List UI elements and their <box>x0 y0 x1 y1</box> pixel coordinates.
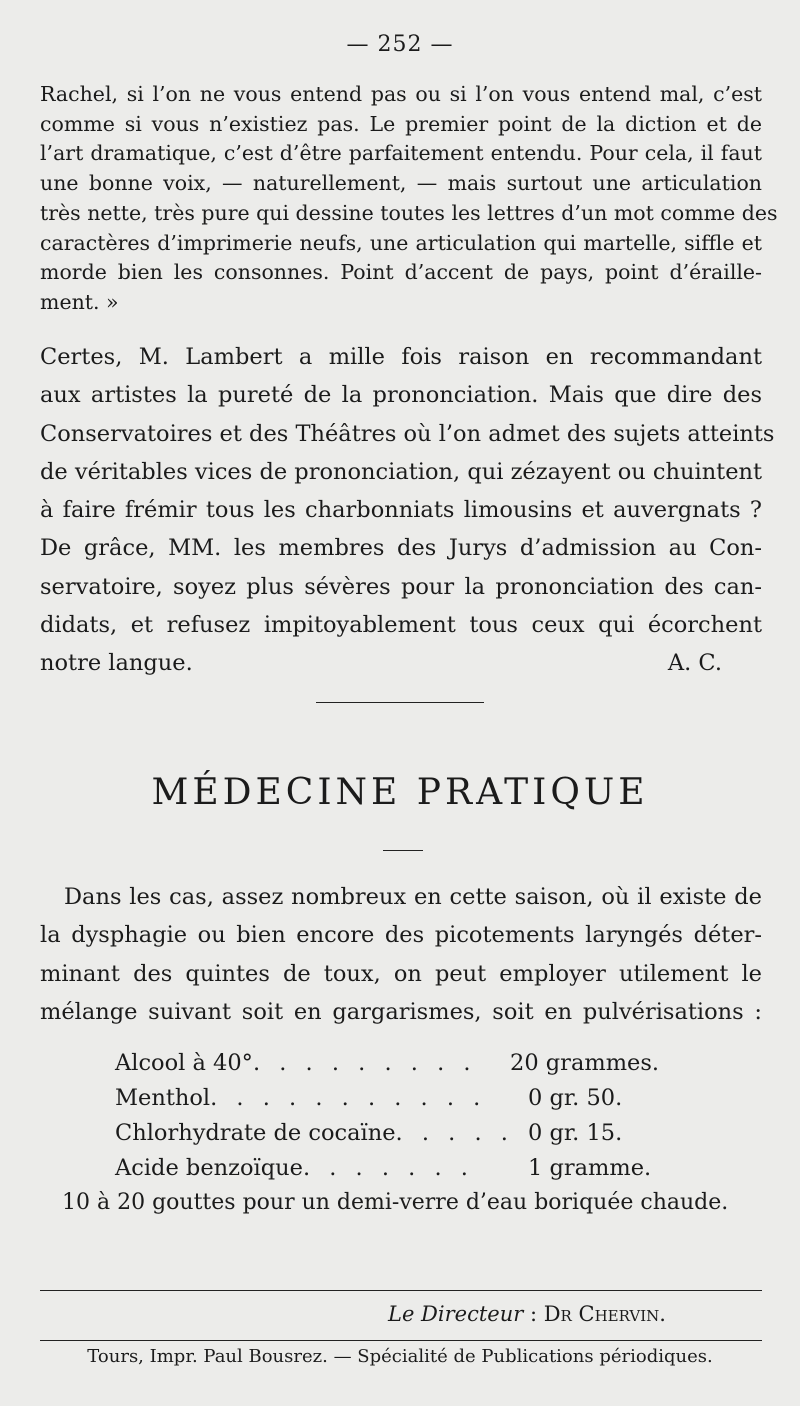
quote-line: l’art dramatique, c’est d’être parfaitement entendu. Pour cela, il faut <box>40 141 762 166</box>
quote-line: ment. » <box>40 289 119 314</box>
ingredient-name: Menthol <box>115 1085 211 1111</box>
quote-line: morde bien les consonnes. Point d’accent de pays, point d’éraille- <box>40 260 762 285</box>
dosage-instruction: 10 à 20 gouttes pour un demi-verre d’eau boriquée chaude. <box>62 1190 729 1215</box>
quote-line: Rachel, si l’on ne vous entend pas ou si l’on vous entend mal, c’est <box>40 82 762 106</box>
recipe-item <box>115 1046 695 1081</box>
paragraph-line: De grâce, MM. les membres des Jurys d’admission au Con- <box>40 535 762 562</box>
paragraph-line: la dysphagie ou bien encore des picotements laryngés déter- <box>40 922 762 949</box>
paragraph-dysphagie <box>40 878 762 1031</box>
ingredient-quantity: 0 gr. 50. <box>528 1085 623 1111</box>
author-initials: A. C. <box>667 650 722 677</box>
paragraph-line: à faire frémir tous les charbonniats limousins et auvergnats ? <box>40 497 762 524</box>
recipe-item <box>115 1116 695 1151</box>
leader-dots: . . . . . <box>395 1120 514 1146</box>
leader-dots: . . . . . . . . . <box>252 1050 477 1076</box>
ingredient-name: Acide benzoïque <box>115 1155 303 1181</box>
ingredient-name: Alcool à 40° <box>115 1050 253 1076</box>
leader-dots: . . . . . . . . . . . <box>210 1085 487 1111</box>
quote-line: comme si vous n’existiez pas. Le premier point de la diction et de <box>40 111 762 136</box>
director-name: Dr Chervin. <box>543 1302 666 1326</box>
recipe-list <box>115 1046 695 1186</box>
director-role: Le Directeur <box>388 1302 524 1326</box>
ingredient-quantity: 0 gr. 15. <box>528 1120 623 1146</box>
paragraph-line: Dans les cas, assez nombreux en cette saison, où il existe de <box>64 884 762 910</box>
paragraph-line: de véritables vices de prononciation, qui zézayent ou chuintent <box>40 458 763 485</box>
recipe-item <box>115 1151 695 1186</box>
quote-line: caractères d’imprimerie neufs, une articulation qui martelle, siffle et <box>40 230 762 255</box>
printer-imprint: Tours, Impr. Paul Bousrez. — Spécialité de Publications périodiques. <box>87 1346 713 1367</box>
ingredient-quantity: 1 gramme. <box>528 1155 652 1181</box>
quote-line: une bonne voix, — naturellement, — mais surtout une articulation <box>40 171 762 196</box>
paragraph-line: aux artistes la pureté de la prononciation. Mais que dire des <box>40 382 762 409</box>
paragraph-last-line <box>40 644 762 682</box>
quote-continuation <box>40 80 778 318</box>
paragraph-line: minant des quintes de toux, on peut employer utilement le <box>40 960 762 987</box>
paragraph-line: Conservatoires et des Théâtres où l’on admet des sujets atteints <box>40 420 775 447</box>
footer-rule-top <box>40 1290 762 1291</box>
paragraph-line: notre langue. <box>40 650 193 677</box>
section-title: MÉDECINE PRATIQUE <box>151 772 649 813</box>
director-signature: Le Directeur : Dr Chervin. <box>388 1302 666 1326</box>
paragraph-line: servatoire, soyez plus sévères pour la prononciation des can- <box>40 573 762 600</box>
title-underline <box>383 850 423 851</box>
ingredient-quantity: 20 grammes. <box>510 1050 660 1076</box>
footer-rule-bottom <box>40 1340 762 1341</box>
paragraph-line: didats, et refusez impitoyablement tous ceux qui écorchent <box>40 612 762 639</box>
paragraph-line: Certes, M. Lambert a mille fois raison en recommandant <box>40 344 762 370</box>
quote-line: très nette, très pure qui dessine toutes les lettres d’un mot comme des <box>40 200 778 225</box>
paragraph-certes <box>40 338 775 683</box>
leader-dots: . . . . . . . <box>302 1155 474 1181</box>
section-divider <box>316 702 484 703</box>
ingredient-name: Chlorhydrate de cocaïne <box>115 1120 396 1146</box>
page-number: — 252 — <box>346 32 454 57</box>
paragraph-line: mélange suivant soit en gargarismes, soit en pulvérisations : <box>40 998 762 1025</box>
recipe-item <box>115 1081 695 1116</box>
